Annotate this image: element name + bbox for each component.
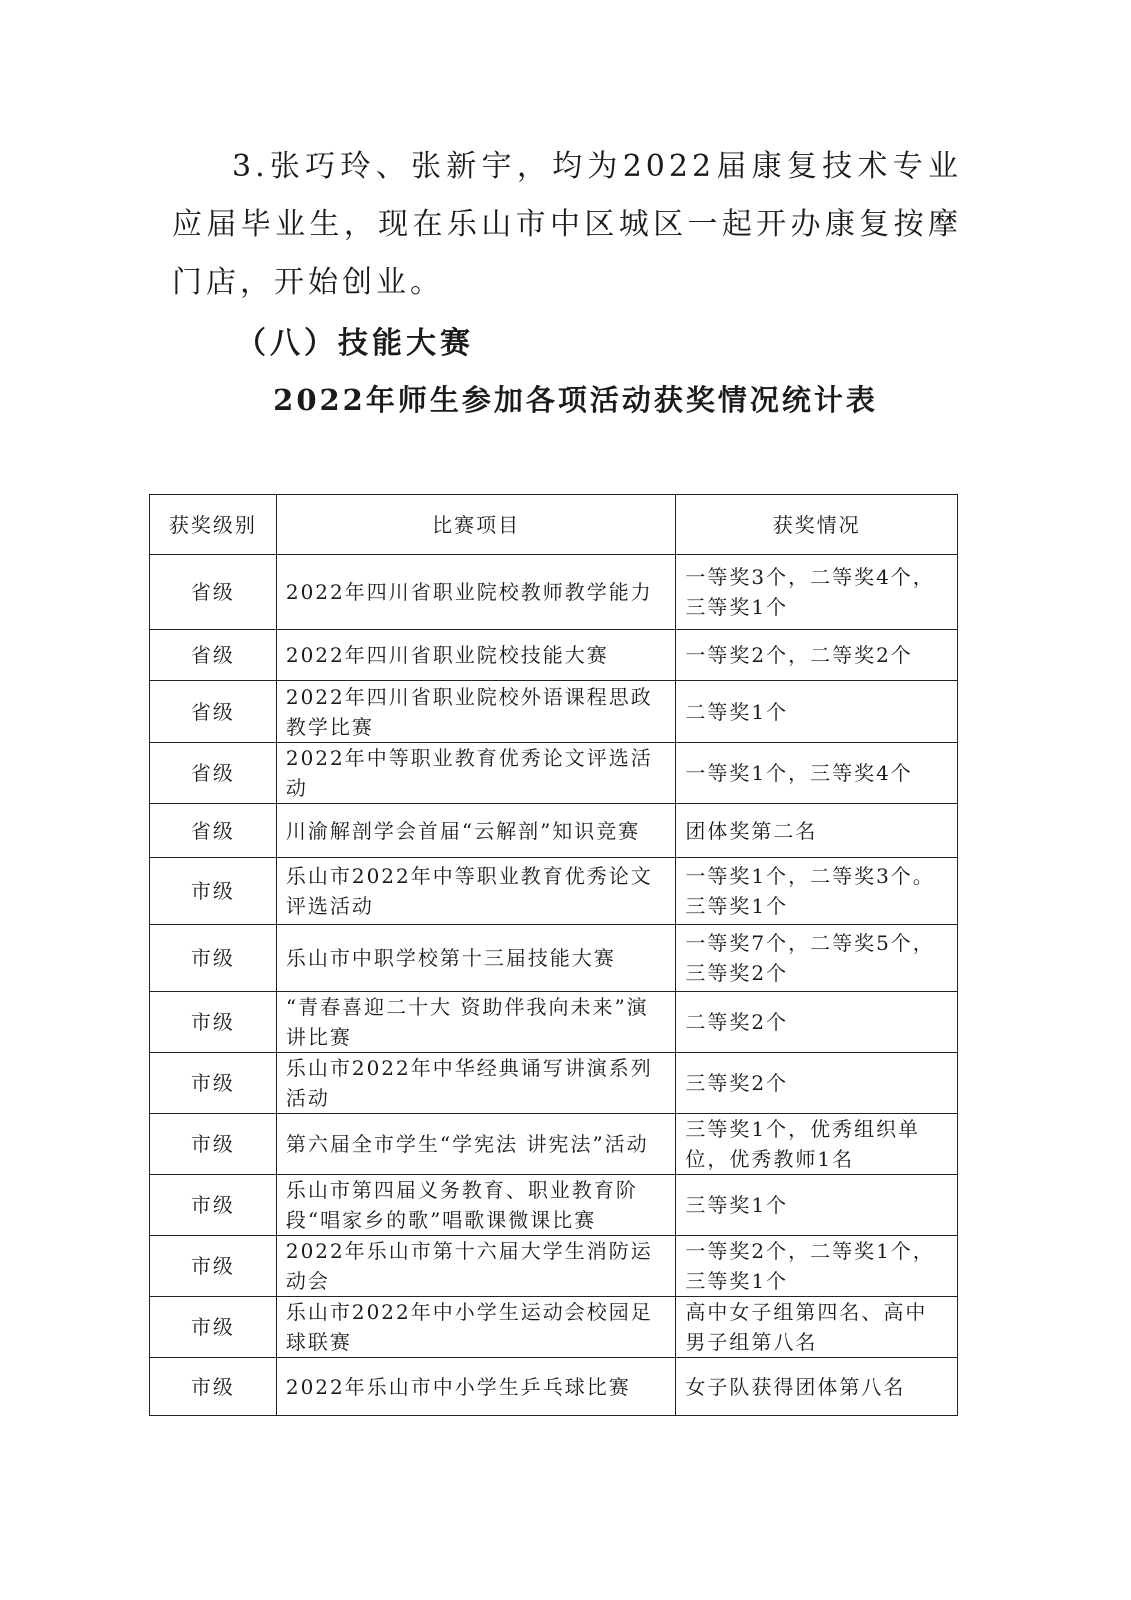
table-row [150,630,958,681]
table-row [150,1297,958,1358]
award-level-cell: 市级 [150,1297,277,1358]
award-result-cell: 一等奖1个，三等奖4个 [676,743,958,804]
award-level-cell: 市级 [150,992,277,1053]
header-competition-item: 比赛项目 [276,495,675,555]
competition-item-cell: 乐山市中职学校第十三届技能大赛 [276,925,675,992]
table-row [150,1053,958,1114]
table-row [150,992,958,1053]
award-result-cell: 三等奖2个 [676,1053,958,1114]
award-level-cell: 市级 [150,925,277,992]
competition-item-cell: 乐山市2022年中小学生运动会校园足球联赛 [276,1297,675,1358]
award-level-cell: 市级 [150,1053,277,1114]
table-title: 2022年师生参加各项活动获奖情况统计表 [273,383,878,417]
table-row [150,1358,958,1416]
table-header-row [150,495,958,555]
award-result-cell: 一等奖2个，二等奖2个 [676,630,958,681]
award-result-cell: 三等奖1个 [676,1175,958,1236]
award-level-cell: 市级 [150,1114,277,1175]
award-result-cell: 二等奖2个 [676,992,958,1053]
competition-item-cell: 乐山市第四届义务教育、职业教育阶段“唱家乡的歌”唱歌课微课比赛 [276,1175,675,1236]
award-result-cell: 一等奖7个，二等奖5个，三等奖2个 [676,925,958,992]
table-row [150,1114,958,1175]
competition-item-cell: 2022年四川省职业院校外语课程思政教学比赛 [276,681,675,743]
award-level-cell: 市级 [150,1175,277,1236]
competition-item-cell: 2022年乐山市第十六届大学生消防运动会 [276,1236,675,1297]
header-award-level: 获奖级别 [150,495,277,555]
competition-item-cell: 第六届全市学生“学宪法 讲宪法”活动 [276,1114,675,1175]
award-result-cell: 团体奖第二名 [676,804,958,858]
award-level-cell: 市级 [150,858,277,925]
table-row [150,925,958,992]
award-level-cell: 省级 [150,630,277,681]
table-row [150,555,958,630]
table-body [150,555,958,1416]
award-level-cell: 省级 [150,555,277,630]
section-heading: （八）技能大赛 [236,326,474,361]
competition-item-cell: 2022年中等职业教育优秀论文评选活动 [276,743,675,804]
table-row [150,743,958,804]
award-level-cell: 省级 [150,804,277,858]
competition-item-cell: 2022年乐山市中小学生乒乓球比赛 [276,1358,675,1416]
awards-table [149,494,958,1416]
award-level-cell: 省级 [150,743,277,804]
competition-item-cell: “青春喜迎二十大 资助伴我向未来”演讲比赛 [276,992,675,1053]
award-level-cell: 市级 [150,1236,277,1297]
award-result-cell: 一等奖2个，二等奖1个，三等奖1个 [676,1236,958,1297]
header-award-result: 获奖情况 [676,495,958,555]
award-level-cell: 市级 [150,1358,277,1416]
table-row [150,804,958,858]
award-result-cell: 女子队获得团体第八名 [676,1358,958,1416]
table-row [150,1175,958,1236]
award-result-cell: 一等奖3个，二等奖4个，三等奖1个 [676,555,958,630]
body-paragraph: 3.张巧玲、张新宇，均为2022届康复技术专业应届毕业生，现在乐山市中区城区一起开办康复按摩门店，开始创业。 [172,149,962,300]
competition-item-cell: 乐山市2022年中华经典诵写讲演系列活动 [276,1053,675,1114]
award-result-cell: 一等奖1个，二等奖3个。三等奖1个 [676,858,958,925]
award-result-cell: 三等奖1个，优秀组织单位，优秀教师1名 [676,1114,958,1175]
table-row [150,681,958,743]
competition-item-cell: 2022年四川省职业院校教师教学能力 [276,555,675,630]
table-row [150,858,958,925]
competition-item-cell: 乐山市2022年中等职业教育优秀论文评选活动 [276,858,675,925]
award-result-cell: 高中女子组第四名、高中男子组第八名 [676,1297,958,1358]
award-level-cell: 省级 [150,681,277,743]
competition-item-cell: 川渝解剖学会首届“云解剖”知识竞赛 [276,804,675,858]
competition-item-cell: 2022年四川省职业院校技能大赛 [276,630,675,681]
table-row [150,1236,958,1297]
award-result-cell: 二等奖1个 [676,681,958,743]
